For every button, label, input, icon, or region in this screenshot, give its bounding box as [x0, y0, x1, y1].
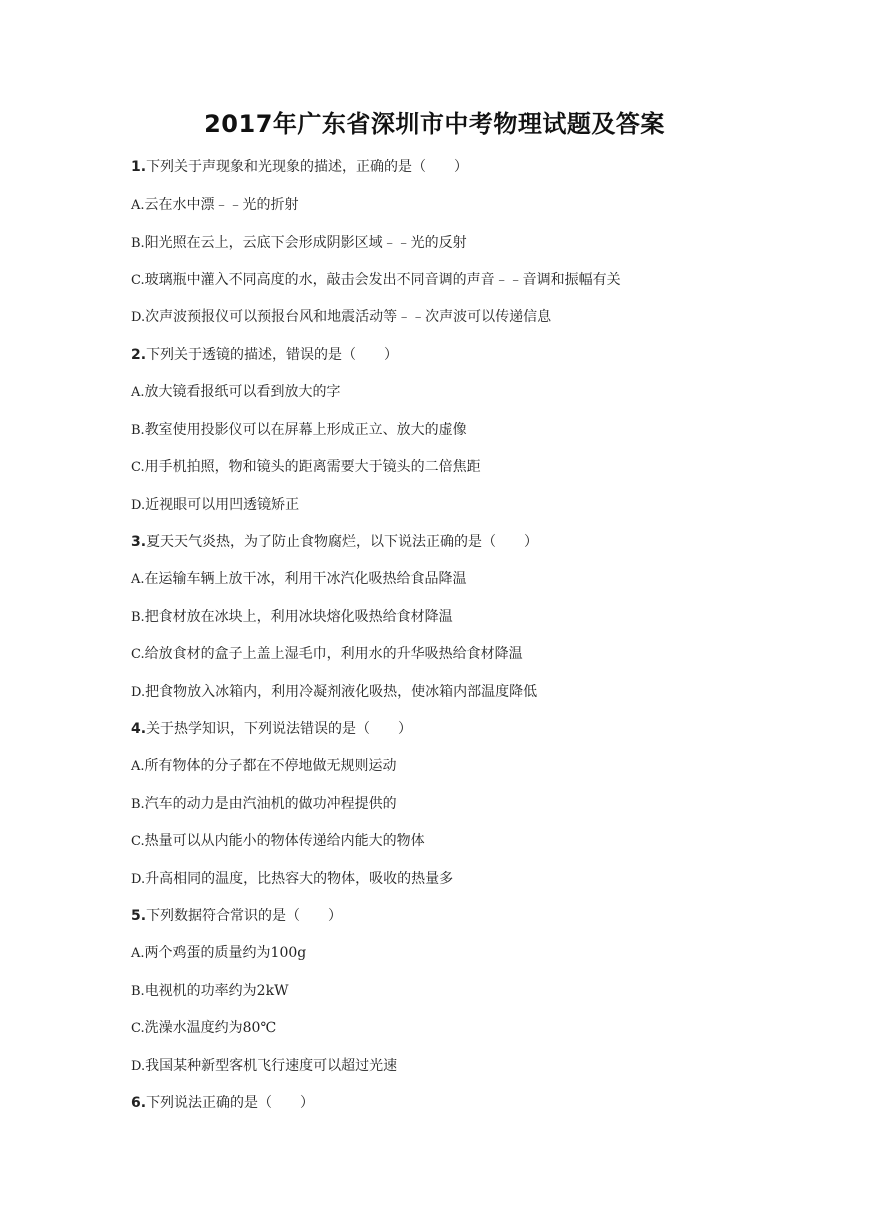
- option-label: B.: [131, 610, 145, 625]
- option-text: 给放食材的盒子上盖上湿毛巾，利用水的升华吸热给食材降温: [144, 646, 523, 662]
- option-label: C.: [131, 1021, 145, 1036]
- question-5-option-c: [131, 1017, 276, 1037]
- option-label: B.: [131, 797, 145, 812]
- option-label: D.: [131, 498, 146, 513]
- question-number: 1.: [131, 159, 147, 175]
- question-2-option-c: [131, 456, 481, 476]
- question-number: 3.: [131, 534, 147, 550]
- option-text: 云在水中漂﹣﹣光的折射: [144, 197, 299, 213]
- option-text: 用手机拍照，物和镜头的距离需要大于镜头的二倍焦距: [144, 459, 481, 475]
- option-text: 电视机的功率约为2kW: [144, 983, 289, 999]
- question-5-option-b: [131, 980, 288, 1000]
- option-label: A.: [131, 385, 145, 400]
- option-text: 近视眼可以用凹透镜矫正: [145, 497, 300, 513]
- option-label: B.: [131, 984, 145, 999]
- option-label: A.: [131, 946, 145, 961]
- question-5: [131, 905, 342, 925]
- question-2-option-b: [131, 419, 467, 439]
- question-4: [131, 718, 412, 738]
- option-text: 玻璃瓶中灌入不同高度的水，敲击会发出不同音调的声音﹣﹣音调和振幅有关: [144, 272, 621, 288]
- question-2-option-a: [131, 381, 341, 401]
- question-3-option-d: [131, 681, 537, 701]
- question-4-option-a: [131, 755, 397, 775]
- question-text: 夏天天气炎热，为了防止食物腐烂，以下说法正确的是（ ）: [146, 534, 539, 550]
- option-text: 洗澡水温度约为80℃: [144, 1020, 277, 1036]
- option-label: C.: [131, 273, 145, 288]
- option-text: 热量可以从内能小的物体传递给内能大的物体: [144, 833, 425, 849]
- question-4-option-b: [131, 793, 397, 813]
- question-number: 4.: [131, 721, 147, 737]
- option-label: A.: [131, 198, 145, 213]
- option-text: 把食材放在冰块上，利用冰块熔化吸热给食材降温: [144, 609, 453, 625]
- option-label: B.: [131, 236, 145, 251]
- question-1-option-c: [131, 269, 621, 289]
- option-label: C.: [131, 460, 145, 475]
- option-label: A.: [131, 572, 145, 587]
- option-label: D.: [131, 1059, 146, 1074]
- option-label: C.: [131, 647, 145, 662]
- question-number: 5.: [131, 908, 147, 924]
- option-label: C.: [131, 834, 145, 849]
- document-title: 2017年广东省深圳市中考物理试题及答案: [204, 110, 665, 138]
- question-text: 下列关于声现象和光现象的描述，正确的是（ ）: [146, 159, 469, 175]
- question-3: [131, 531, 538, 551]
- option-text: 两个鸡蛋的质量约为100g: [144, 945, 307, 961]
- question-1: [131, 156, 468, 176]
- question-1-option-d: [131, 306, 551, 326]
- option-label: D.: [131, 872, 146, 887]
- question-3-option-a: [131, 568, 467, 588]
- option-text: 放大镜看报纸可以看到放大的字: [144, 384, 341, 400]
- question-text: 下列数据符合常识的是（ ）: [146, 908, 343, 924]
- question-5-option-d: [131, 1055, 397, 1075]
- question-text: 下列说法正确的是（ ）: [146, 1095, 315, 1111]
- option-text: 把食物放入冰箱内，利用冷凝剂液化吸热，使冰箱内部温度降低: [145, 684, 538, 700]
- option-text: 阳光照在云上，云底下会形成阴影区域﹣﹣光的反射: [144, 235, 467, 251]
- question-4-option-c: [131, 830, 425, 850]
- question-number: 6.: [131, 1095, 147, 1111]
- question-number: 2.: [131, 347, 147, 363]
- option-text: 次声波预报仪可以预报台风和地震活动等﹣﹣次声波可以传递信息: [145, 309, 552, 325]
- question-3-option-c: [131, 643, 523, 663]
- option-label: B.: [131, 423, 145, 438]
- question-text: 关于热学知识，下列说法错误的是（ ）: [146, 721, 413, 737]
- option-text: 我国某种新型客机飞行速度可以超过光速: [145, 1058, 398, 1074]
- question-3-option-b: [131, 606, 453, 626]
- option-text: 汽车的动力是由汽油机的做功冲程提供的: [144, 796, 397, 812]
- option-text: 在运输车辆上放干冰，利用干冰汽化吸热给食品降温: [144, 571, 467, 587]
- option-text: 升高相同的温度，比热容大的物体，吸收的热量多: [145, 871, 454, 887]
- option-text: 所有物体的分子都在不停地做无规则运动: [144, 758, 397, 774]
- question-4-option-d: [131, 868, 453, 888]
- question-2: [131, 344, 398, 364]
- question-6: [131, 1092, 314, 1112]
- option-label: A.: [131, 759, 145, 774]
- question-2-option-d: [131, 494, 299, 514]
- question-1-option-b: [131, 232, 467, 252]
- question-1-option-a: [131, 194, 299, 214]
- option-label: D.: [131, 685, 146, 700]
- question-text: 下列关于透镜的描述，错误的是（ ）: [146, 347, 399, 363]
- question-5-option-a: [131, 942, 306, 962]
- option-text: 教室使用投影仪可以在屏幕上形成正立、放大的虚像: [144, 422, 467, 438]
- option-label: D.: [131, 310, 146, 325]
